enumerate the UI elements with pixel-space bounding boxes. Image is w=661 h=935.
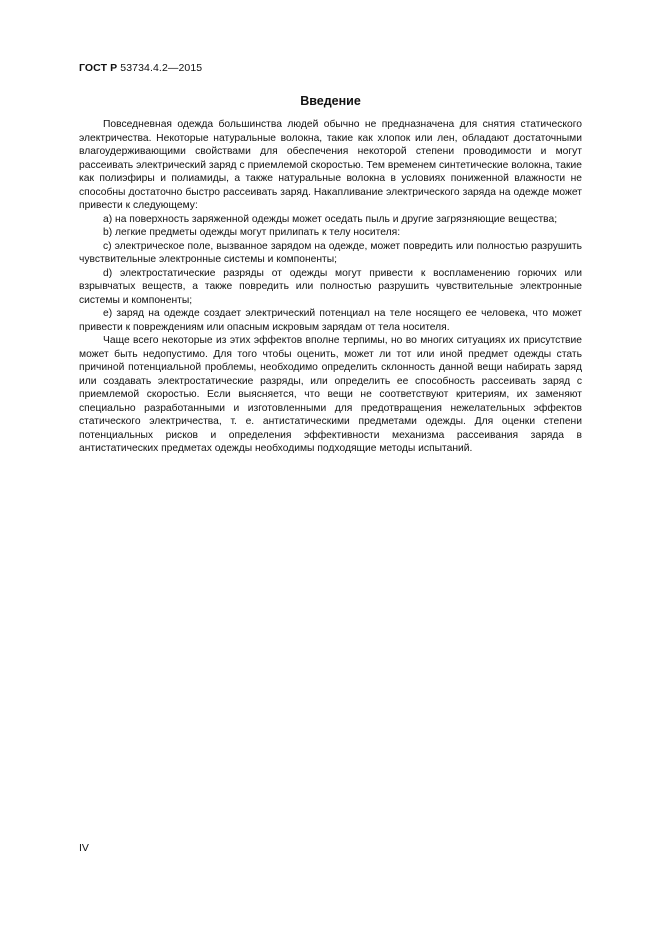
page-number: IV xyxy=(79,842,89,854)
standard-number: 53734.4.2—2015 xyxy=(120,62,203,74)
list-item: d) электростатические разряды от одежды могут привести к воспламенению горючих или взрывчатых веществ, а также повредить или полностью разрушить чувствительные электронные системы и компоненты; xyxy=(79,267,582,306)
document-header xyxy=(79,62,202,74)
list-item: b) легкие предметы одежды могут прилипать к телу носителя: xyxy=(103,227,401,238)
standard-code: ГОСТ Р xyxy=(79,62,118,74)
list-item: e) заряд на одежде создает электрический потенциал на теле носящего ее человека, что может привести к повреждениям или опасным искровым зарядам от тела носителя. xyxy=(79,308,582,333)
paragraph: Повседневная одежда большинства людей обычно не предназначена для снятия статического электричества. Некоторые натуральные волокна, такие как хлопок или лен, обладают достаточными влагоудерживающими свойствами для обеспечения некоторой степени проводимости и могут рассеивать электрический заряд с приемлемой скоростью. Тем временем синтетические волокна, такие как полиэфиры и полиамиды, а также натуральные волокна в условиях пониженной влажности не способны достаточно быстро рассеивать заряд. Накапливание электрического заряда на одежде может привести к следующему: xyxy=(79,119,582,211)
paragraph: Чаще всего некоторые из этих эффектов вполне терпимы, но во многих ситуациях их присутствие может быть недопустимо. Для того чтобы оценить, может ли тот или иной предмет одежды стать причиной потенциальной проблемы, необходимо определить склонность данной вещи набирать заряд или создавать электростатические разряды, или определить ее способность рассеивать заряд с приемлемой скоростью. Если выясняется, что вещи не соответствуют критериям, их заменяют специально разработанными и изготовленными для предотвращения нежелательных эффектов статического электричества, т. е. антистатическими предметами одежды. Для оценки степени потенциальных рисков и определения эффективности механизма рассеивания заряда в антистатических предметах одежды необходимы подходящие методы испытаний. xyxy=(79,335,582,454)
list-item: a) на поверхность заряженной одежды может оседать пыль и другие загрязняющие вещества; xyxy=(103,213,558,225)
document-body xyxy=(79,118,582,456)
list-item: c) электрическое поле, вызванное зарядом на одежде, может повредить или полностью разрушить чувствительные электронные системы и компоненты; xyxy=(79,240,582,265)
section-title: Введение xyxy=(300,94,361,108)
